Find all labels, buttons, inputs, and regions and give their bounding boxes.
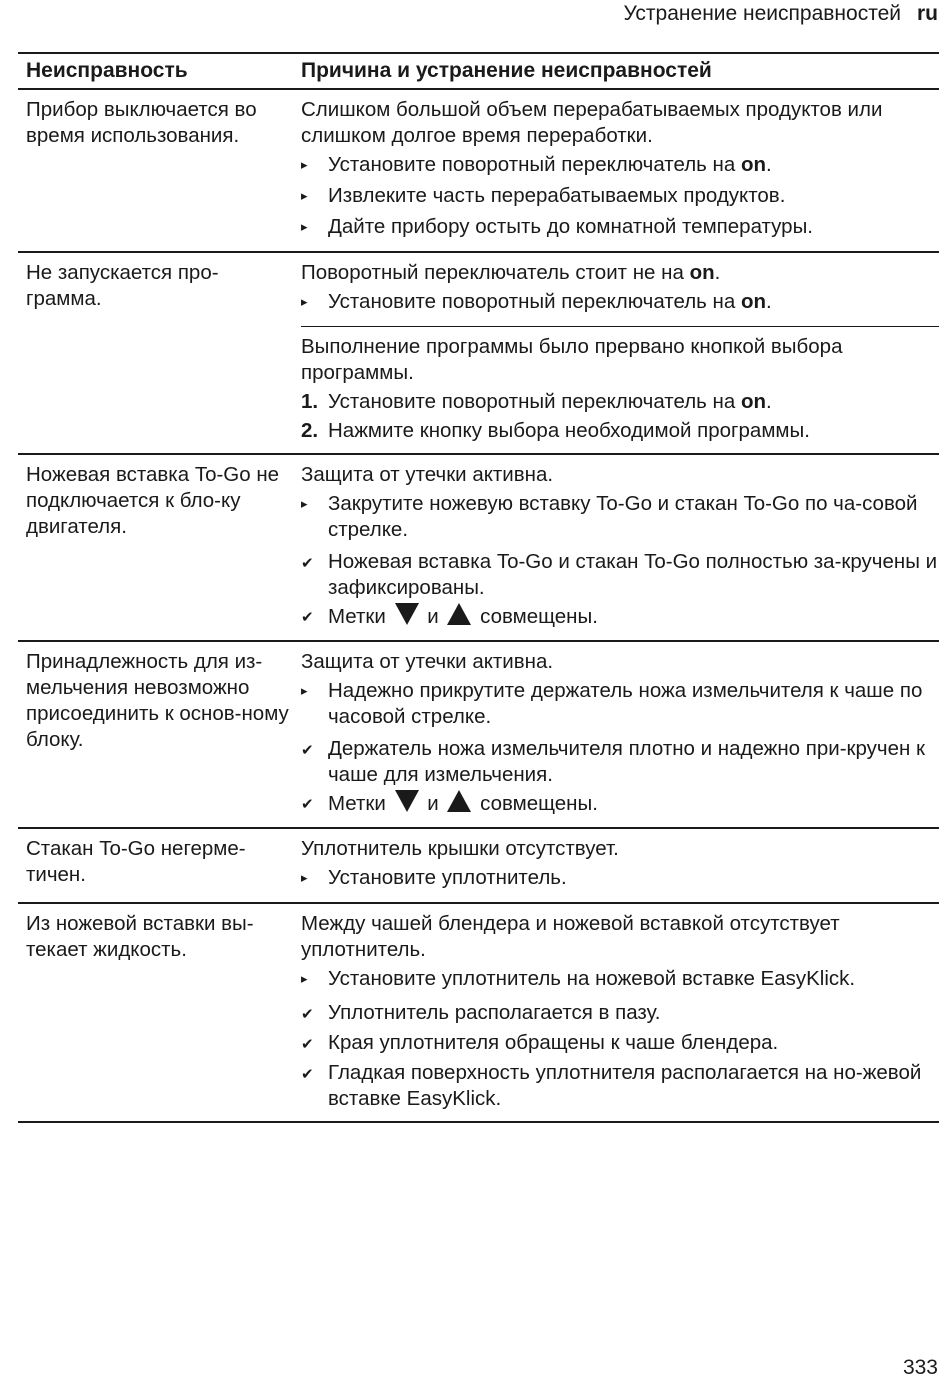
check-icon — [301, 1030, 328, 1058]
step-bold: on — [740, 390, 766, 413]
cause-block — [301, 904, 939, 1121]
cause-block — [301, 326, 939, 453]
check-item — [301, 736, 939, 788]
item-text: Извлеките часть перерабатываемых продуктов. — [328, 184, 786, 207]
arrow-bullet-icon — [301, 152, 328, 180]
cause-cell — [294, 642, 939, 827]
table-row — [18, 642, 939, 829]
marks-post: совмещены. — [480, 792, 598, 815]
cause-text: Защита от утечки активна. — [301, 463, 554, 486]
cause-text: Уплотнитель крышки отсутствует. — [301, 837, 619, 860]
check-text: Ножевая вставка To-Go и стакан To-Go полностью за-кручены и зафиксированы. — [328, 550, 938, 599]
list-item — [301, 289, 939, 317]
item-text: Установите уплотнитель на ножевой вставке EasyKlick. — [328, 967, 856, 990]
table-header-row — [18, 54, 939, 90]
numbered-step — [301, 389, 939, 415]
cause-block — [301, 90, 939, 251]
marks-conj: и — [427, 792, 439, 815]
numbered-step — [301, 418, 939, 444]
fault-cell: Из ножевой вставки вы-текает жидкость. — [26, 912, 254, 961]
list-item — [301, 152, 939, 180]
list-item — [301, 865, 939, 893]
check-item — [301, 549, 939, 601]
fault-cell: Стакан To-Go негерме-тичен. — [26, 837, 246, 886]
table-row — [18, 90, 939, 253]
cause-cell — [294, 253, 939, 453]
cause-cell — [294, 829, 939, 902]
check-icon — [301, 790, 328, 818]
item-text: Установите уплотнитель. — [328, 866, 567, 889]
cause-text: Защита от утечки активна. — [301, 650, 554, 673]
check-icon — [301, 1060, 328, 1112]
marks-post: совмещены. — [480, 605, 598, 628]
table-row — [18, 455, 939, 642]
table-row — [18, 829, 939, 904]
marks-text: Метки — [328, 792, 386, 815]
triangle-down-icon — [395, 603, 419, 625]
item-text: Закрутите ножевую вставку To-Go и стакан To-Go по ча-совой стрелке. — [328, 492, 918, 541]
item-post: . — [766, 153, 772, 176]
check-item — [301, 1060, 939, 1112]
arrow-bullet-icon — [301, 183, 328, 211]
arrow-bullet-icon — [301, 678, 328, 730]
check-item — [301, 1030, 939, 1058]
cause-block — [301, 829, 939, 902]
check-icon — [301, 736, 328, 788]
section-title: Устранение неисправностей — [623, 2, 901, 25]
troubleshooting-table — [18, 52, 939, 1123]
arrow-bullet-icon — [301, 865, 328, 893]
fault-cell: Прибор выключается во время использования. — [26, 98, 257, 147]
language-code: ru — [917, 2, 938, 25]
item-text: Установите поворотный переключатель на — [328, 290, 741, 313]
step-post: . — [766, 390, 772, 413]
fault-cell: Не запускается про-грамма. — [26, 261, 219, 310]
item-post: . — [766, 290, 772, 313]
list-item — [301, 966, 939, 994]
item-bold: on — [740, 153, 766, 176]
arrow-bullet-icon — [301, 214, 328, 242]
arrow-bullet-icon — [301, 966, 328, 994]
column-header-cause: Причина и устранение неисправностей — [301, 59, 712, 82]
cause-text: Слишком большой объем перерабатываемых продуктов или слишком долгое время переработки. — [301, 98, 883, 147]
cause-text: Поворотный переключатель стоит не на on. — [301, 261, 721, 284]
arrow-bullet-icon — [301, 289, 328, 317]
cause-cell — [294, 90, 939, 251]
item-text: Дайте прибору остыть до комнатной температуры. — [328, 215, 814, 238]
triangle-up-icon — [447, 790, 471, 812]
marks-conj: и — [427, 605, 439, 628]
page-header — [624, 2, 939, 26]
item-bold: on — [740, 290, 766, 313]
arrow-bullet-icon — [301, 491, 328, 543]
check-icon — [301, 603, 328, 631]
triangle-down-icon — [395, 790, 419, 812]
cause-text: Между чашей блендера и ножевой вставкой отсутствует уплотнитель. — [301, 912, 840, 961]
column-header-fault: Неисправность — [26, 59, 188, 82]
list-item — [301, 214, 939, 242]
check-icon — [301, 1000, 328, 1028]
check-text: Края уплотнителя обращены к чаше блендера. — [328, 1031, 779, 1054]
table-row — [18, 904, 939, 1123]
cause-block — [301, 253, 939, 326]
cause-cell — [294, 455, 939, 640]
item-text: Установите поворотный переключатель на — [328, 153, 741, 176]
cause-cell — [294, 904, 939, 1121]
list-item — [301, 491, 939, 543]
fault-cell: Принадлежность для из-мельчения невозможно присоединить к основ-ному блоку. — [26, 650, 289, 751]
check-item — [301, 790, 939, 818]
table-row — [18, 253, 939, 455]
marks-text: Метки — [328, 605, 386, 628]
check-text: Гладкая поверхность уплотнителя располагается на но-жевой вставке EasyKlick. — [328, 1061, 922, 1110]
step-number: 1. — [301, 390, 319, 413]
list-item — [301, 678, 939, 730]
fault-cell: Ножевая вставка To-Go не подключается к бло-ку двигателя. — [26, 463, 280, 538]
check-item — [301, 603, 939, 631]
list-item — [301, 183, 939, 211]
check-text: Уплотнитель располагается в пазу. — [328, 1001, 661, 1024]
step-text: Нажмите кнопку выбора необходимой программы. — [328, 419, 810, 442]
page-number: 333 — [902, 1356, 938, 1379]
check-icon — [301, 549, 328, 601]
step-text: Установите поворотный переключатель на — [328, 390, 741, 413]
check-text: Держатель ножа измельчителя плотно и надежно при-кручен к чаше для измельчения. — [328, 737, 925, 786]
step-number: 2. — [301, 419, 319, 442]
cause-block — [301, 455, 939, 640]
cause-text: Выполнение программы было прервано кнопкой выбора программы. — [301, 335, 843, 384]
cause-block — [301, 642, 939, 827]
check-item — [301, 1000, 939, 1028]
item-text: Надежно прикрутите держатель ножа измельчителя к чаше по часовой стрелке. — [328, 679, 923, 728]
triangle-up-icon — [447, 603, 471, 625]
